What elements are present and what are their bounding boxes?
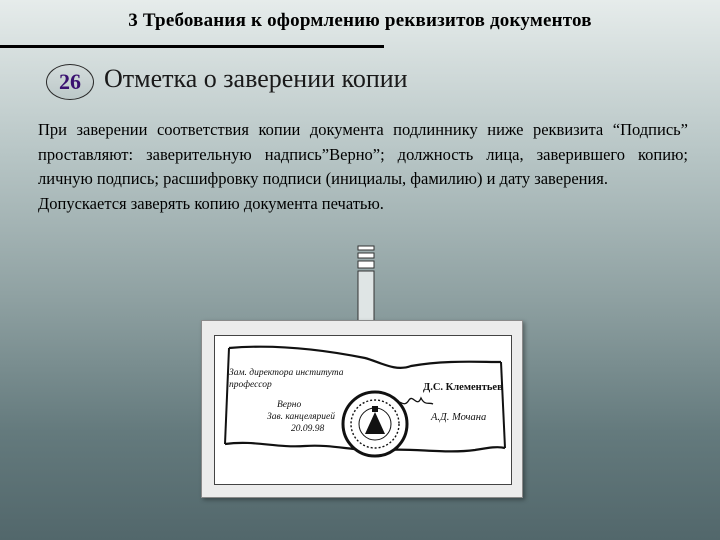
paragraph-requirements: При заверении соответствия копии документа подлиннику ниже реквизита “Подпись” проставляют: заверительную надпись”Верно”; должность лица, заверившего копию; личную подпись; расшифровку подписи (инициалы, фамилию) и дату заверения. <box>38 120 688 188</box>
section-number-badge: 26 <box>46 64 94 100</box>
position-line-2: профессор <box>229 380 272 390</box>
certifier-name: А.Д. Мочана <box>431 412 487 423</box>
section-title: Отметка о заверении копии <box>104 64 408 93</box>
certification-date: 20.09.98 <box>291 424 325 434</box>
torn-paper-edges <box>215 336 511 484</box>
signer-name: Д.С. Клементьев <box>423 382 503 393</box>
certifier-position: Зав. канцелярией <box>267 412 335 422</box>
paragraph-seal-note: Допускается заверять копию документа печатью. <box>38 193 384 213</box>
certification-word: Верно <box>277 400 302 410</box>
round-seal-icon <box>343 392 407 456</box>
sample-document-excerpt <box>214 335 512 485</box>
position-line-1: Зам. директора института <box>229 368 344 378</box>
body-text <box>38 118 688 216</box>
slide-title: 3 Требования к оформлению реквизитов документов <box>128 10 592 31</box>
sample-document-frame <box>201 320 523 498</box>
title-underline <box>0 45 384 48</box>
